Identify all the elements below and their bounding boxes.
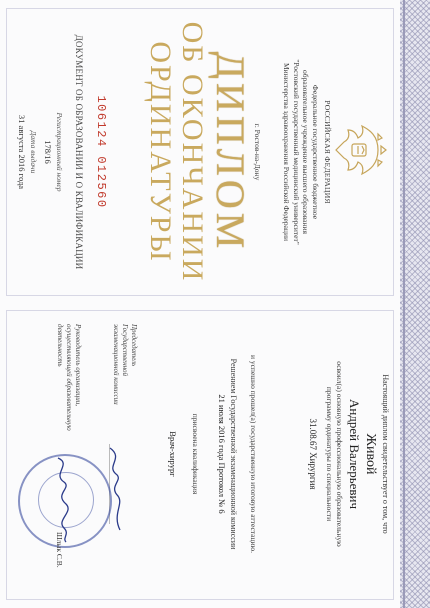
issue-date-label: Дата выдачи bbox=[29, 130, 38, 174]
organization-head-label bbox=[55, 324, 82, 434]
intro-text: Настоящий диплом свидетельствует о том, что bbox=[381, 374, 390, 534]
head-label-line: деятельность bbox=[56, 324, 64, 367]
head-signature bbox=[48, 454, 78, 544]
chair-signature bbox=[102, 444, 128, 534]
program-statement-line: освоил(а) основную профессиональную образовательную bbox=[335, 361, 344, 547]
org-line: образовательное учреждение высшего образования bbox=[301, 70, 311, 234]
org-line: Федеральное государственное бюджетное bbox=[311, 84, 320, 220]
coat-of-arms-icon bbox=[332, 118, 392, 182]
ornamental-border bbox=[400, 0, 430, 608]
organization-name bbox=[282, 20, 320, 284]
organization-head-name: Шлык С.В. bbox=[55, 532, 64, 568]
chair-label-line: экзаменационной комиссии bbox=[112, 324, 120, 405]
diploma-title-line2: ОБ ОКОНЧАНИИ bbox=[176, 21, 209, 283]
head-label-line: осуществляющей образовательную bbox=[65, 324, 73, 431]
qualification: Врач-хирург bbox=[168, 431, 178, 477]
specialty: 31.08.67 Хирургия bbox=[308, 418, 318, 490]
chair-label-line: Председатель bbox=[130, 324, 138, 367]
graduate-surname: Живой bbox=[363, 433, 378, 475]
chair-label-line: Государственной bbox=[121, 324, 129, 377]
protocol-info: 21 июля 2016 года Протокол № 6 bbox=[217, 394, 227, 514]
program-statement bbox=[324, 314, 344, 594]
city: г. Ростов-на-Дону bbox=[253, 123, 262, 181]
head-label-line: Руководитель организации, bbox=[74, 324, 82, 406]
issue-date: 31 августа 2016 года bbox=[17, 114, 27, 190]
qualification-label: присвоена квалификация bbox=[191, 413, 200, 495]
content-page bbox=[0, 304, 400, 608]
serial-number: 106124 012560 bbox=[94, 95, 108, 209]
commission-decision: Решением Государственной экзаменационной комиссии bbox=[229, 358, 238, 550]
commission-chair-label bbox=[111, 324, 138, 434]
diploma-title-line3: ОРДИНАТУРЫ bbox=[144, 41, 177, 263]
org-line: "Ростовский государственный медицинский университет" bbox=[292, 59, 301, 245]
org-line: Министерства здравоохранения Российской Федерации bbox=[282, 63, 292, 241]
diploma-title: ДИПЛОМ bbox=[208, 51, 253, 253]
attestation-text: и успешно прошел(а) государственную итоговую аттестацию. bbox=[249, 354, 258, 554]
country-name: РОССИЙСКАЯ ФЕДЕРАЦИЯ bbox=[323, 100, 332, 204]
title-page bbox=[0, 0, 400, 304]
registration-number: 178/16 bbox=[43, 140, 53, 164]
graduate-given-names: Андрей Валерьевич bbox=[347, 398, 362, 510]
document-type: ДОКУМЕНТ ОБ ОБРАЗОВАНИИ И О КВАЛИФИКАЦИИ bbox=[74, 34, 84, 270]
registration-number-label: Регистрационный номер bbox=[55, 112, 64, 192]
program-statement-line: программу ординатуры по специальности bbox=[325, 386, 334, 522]
